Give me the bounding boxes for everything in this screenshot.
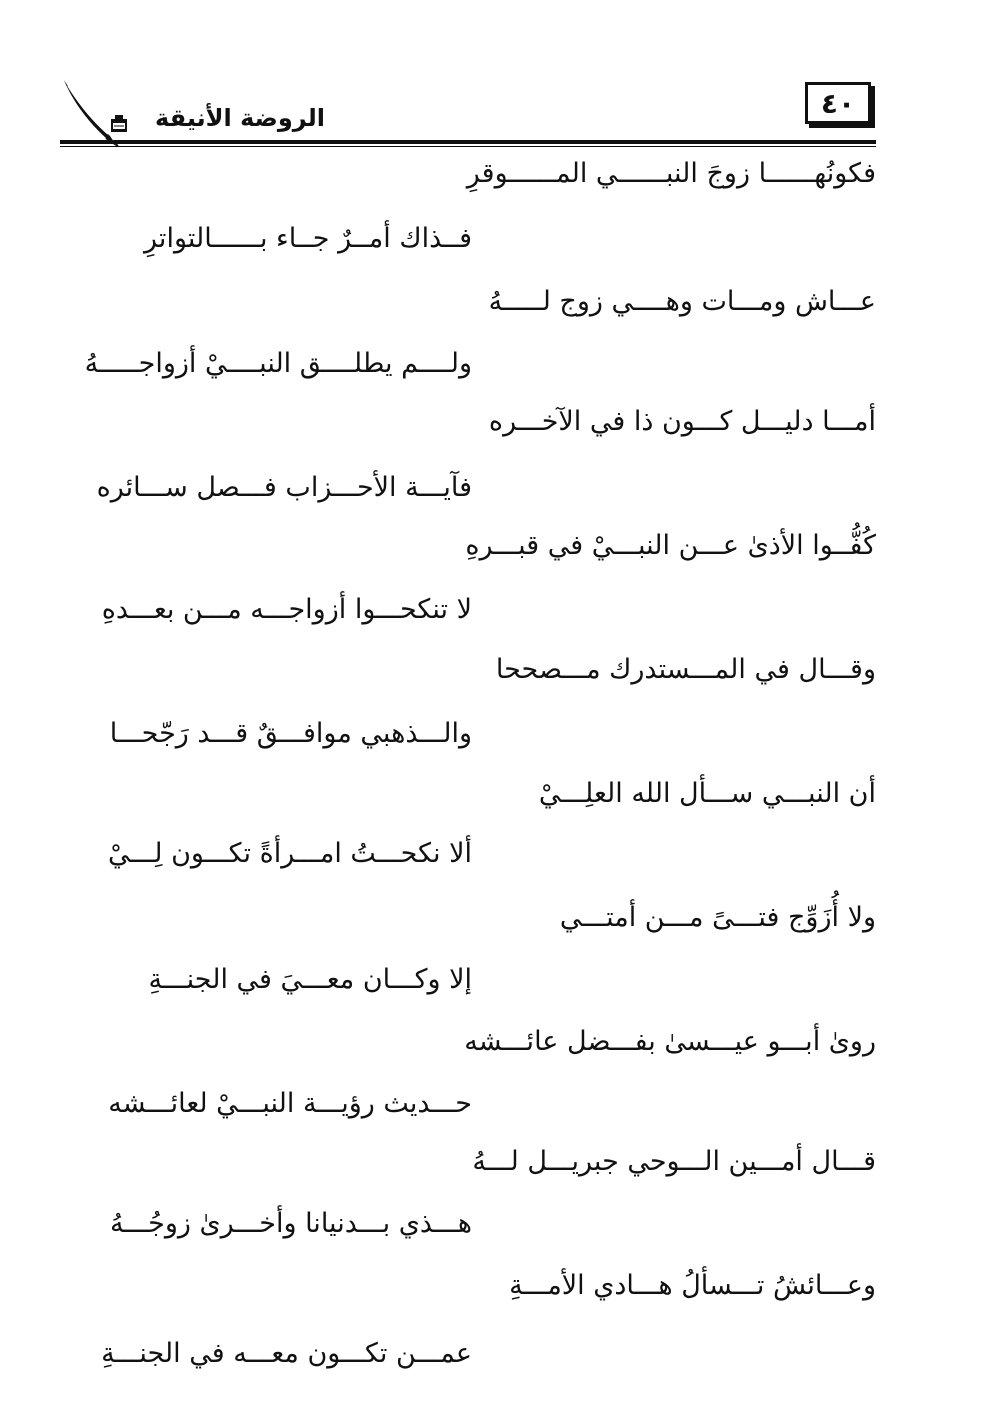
verse-line: فــذاك أمــرٌ جــاء بــــــالتواترِ [144,223,472,254]
verse-line: فكونُهــــــا زوجَ النبــــــي المــــــوقرِ [466,158,876,189]
verse-line: فآيـــة الأحـــزاب فـــصل ســـائره [96,472,472,503]
page-number: ٤٠ [805,82,871,124]
verse-line: كُفُّــوا الأذىٰ عـــن النبـــيْ في قبـــرهِ [465,530,876,561]
verse-line: عمـــن تكـــون معـــه في الجنـــةِ [101,1338,472,1369]
verse-line: لا تنكحـــوا أزواجـــه مـــن بعـــدهِ [101,594,472,625]
verse-line: هـــذي بـــدنيانا وأخـــرىٰ زوجُـــهُ [109,1208,472,1239]
verse-line: أمـــا دليـــل كـــون ذا في الآخـــره [488,406,876,437]
verse-line: أن النبـــي ســـأل الله العلِـــيْ [538,778,876,809]
verse-line: إلا وكـــان معـــيَ في الجنـــةِ [148,964,472,995]
verse-line: عـــاش ومـــات وهــــي زوج لـــــهُ [488,286,876,317]
verse-line: قـــال أمـــين الـــوحي جبريـــل لـــهُ [472,1146,876,1177]
verse-line: ولا أُزَوِّج فتـــىً مـــن أمتـــي [559,902,876,933]
verse-line: وعـــائشُ تـــسألُ هـــادي الأمـــةِ [509,1270,876,1301]
verse-line: ألا نكحـــتُ امـــرأةً تكـــون لِـــيْ [108,838,472,869]
verse-line: روىٰ أبـــو عيـــسىٰ بفـــضل عائـــشه [464,1026,876,1057]
verse-line: حـــديث رؤيـــة النبـــيْ لعائـــشه [108,1088,472,1119]
verse-line: ولــــم يطلــــق النبــــيْ أزواجـــــهُ [84,348,472,379]
verse-line: وقـــال في المـــستدرك مـــصححا [495,654,876,685]
book-title: الروضة الأنيقة [155,104,325,132]
verse-line: والـــذهبي موافـــقٌ قـــد رَجّحـــا [109,718,472,749]
